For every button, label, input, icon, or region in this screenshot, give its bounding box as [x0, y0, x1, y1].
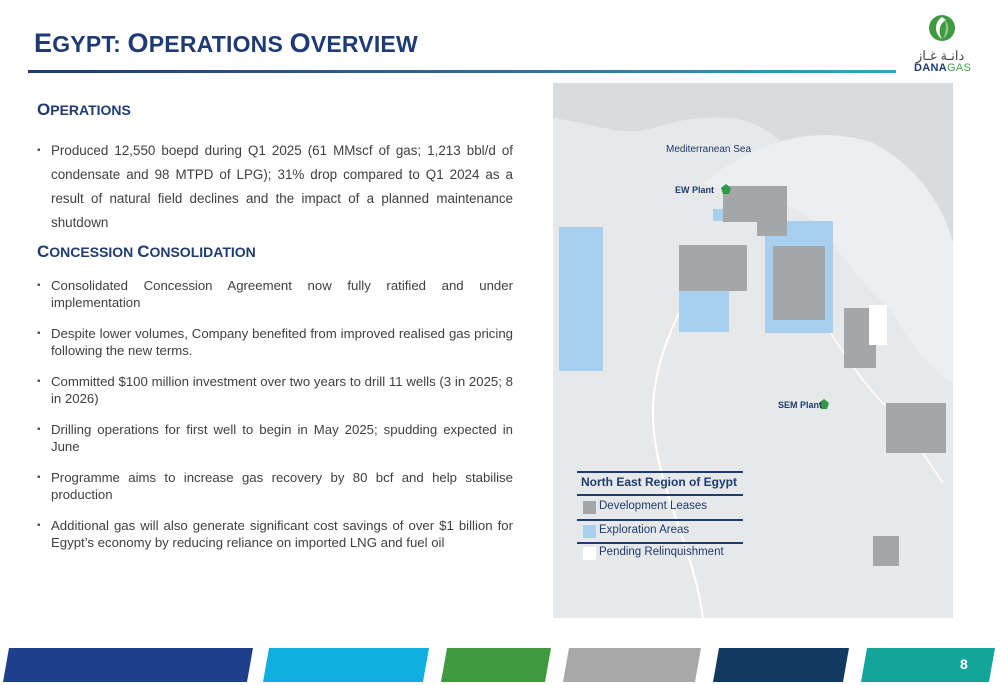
title-part: O: [289, 28, 311, 58]
logo-gas: GAS: [946, 62, 972, 74]
title-part: E: [34, 28, 53, 58]
legend-item: Pending Relinquishment: [599, 546, 724, 558]
concession-heading: [37, 242, 256, 262]
operations-heading: [37, 100, 131, 120]
logo-arabic-text: دانـة غـاز: [916, 48, 965, 63]
legend-rule: [577, 542, 743, 544]
heading-cap: C: [137, 242, 150, 261]
concession-map: [553, 83, 953, 618]
list-item: ▪ Committed $100 million investment over two years to drill 11 wells (3 in 2025; 8 in 2026): [37, 373, 513, 407]
heading-rest: ONCESSION: [49, 244, 138, 260]
development-block: [679, 245, 747, 291]
legend-item: Development Leases: [599, 500, 708, 512]
legend-item: Exploration Areas: [599, 524, 690, 536]
list-item: ▪ Produced 12,550 boepd during Q1 2025 (61 MMscf of gas; 1,213 bbl/d of condensate and 98 MTPD of LPG); 31% drop compared to Q1 2024 as a result of natural field declines and the impact of a planned maintenance shutdown: [37, 139, 513, 235]
logo-latin-text: [914, 62, 971, 74]
list-item: ▪ Drilling operations for first well to begin in May 2025; spudding expected in June: [37, 421, 513, 455]
page-number: 8: [960, 656, 968, 672]
sea-label: Mediterranean Sea: [666, 144, 752, 155]
title-part: GYPT:: [52, 31, 128, 57]
legend-swatch-relinquishment: [583, 547, 596, 560]
title-underline: [28, 70, 896, 73]
title-part: VERVIEW: [310, 31, 418, 57]
legend-swatch-exploration: [583, 525, 596, 538]
footer-bar: [713, 648, 849, 682]
map-graphic: [553, 83, 953, 618]
development-block: [773, 246, 825, 320]
title-part: O: [127, 28, 149, 58]
legend-rule: [577, 519, 743, 521]
exploration-block: [679, 290, 729, 332]
sem-plant-label: SEM Plant: [778, 400, 823, 410]
heading-cap: O: [37, 100, 51, 119]
list-item: ▪ Additional gas will also generate significant cost savings of over $1 billion for Egypt’s economy by reducing reliance on imported LNG and fuel oil: [37, 517, 513, 551]
page-title: [34, 28, 418, 59]
development-block: [757, 186, 787, 236]
logo-dana: DANA: [914, 62, 947, 74]
concession-list: [37, 277, 513, 565]
footer-bar: [3, 648, 253, 682]
company-logo: [912, 12, 972, 76]
operations-list: [37, 139, 513, 249]
exploration-block: [559, 227, 603, 371]
logo-mark-icon: [912, 12, 972, 48]
relinquishment-block: [869, 305, 887, 345]
list-item: ▪ Programme aims to increase gas recovery by 80 bcf and help stabilise production: [37, 469, 513, 503]
legend-swatch-development: [583, 501, 596, 514]
development-block: [873, 536, 899, 566]
heading-rest: PERATIONS: [50, 102, 131, 118]
development-block: [886, 403, 946, 453]
title-part: PERATIONS: [148, 31, 290, 57]
ew-plant-label: EW Plant: [675, 185, 715, 195]
legend-rule: [577, 471, 743, 473]
footer-bar: [441, 648, 551, 682]
legend-title: North East Region of Egypt: [581, 475, 737, 489]
footer-bar: [861, 648, 995, 682]
footer-bar: [563, 648, 701, 682]
footer-bar: [263, 648, 429, 682]
heading-rest: ONSOLIDATION: [149, 244, 256, 260]
list-item: ▪ Despite lower volumes, Company benefited from improved realised gas pricing following the new terms.: [37, 325, 513, 359]
heading-cap: C: [37, 242, 50, 261]
list-item: ▪ Consolidated Concession Agreement now fully ratified and under implementation: [37, 277, 513, 311]
legend-rule: [577, 494, 743, 496]
